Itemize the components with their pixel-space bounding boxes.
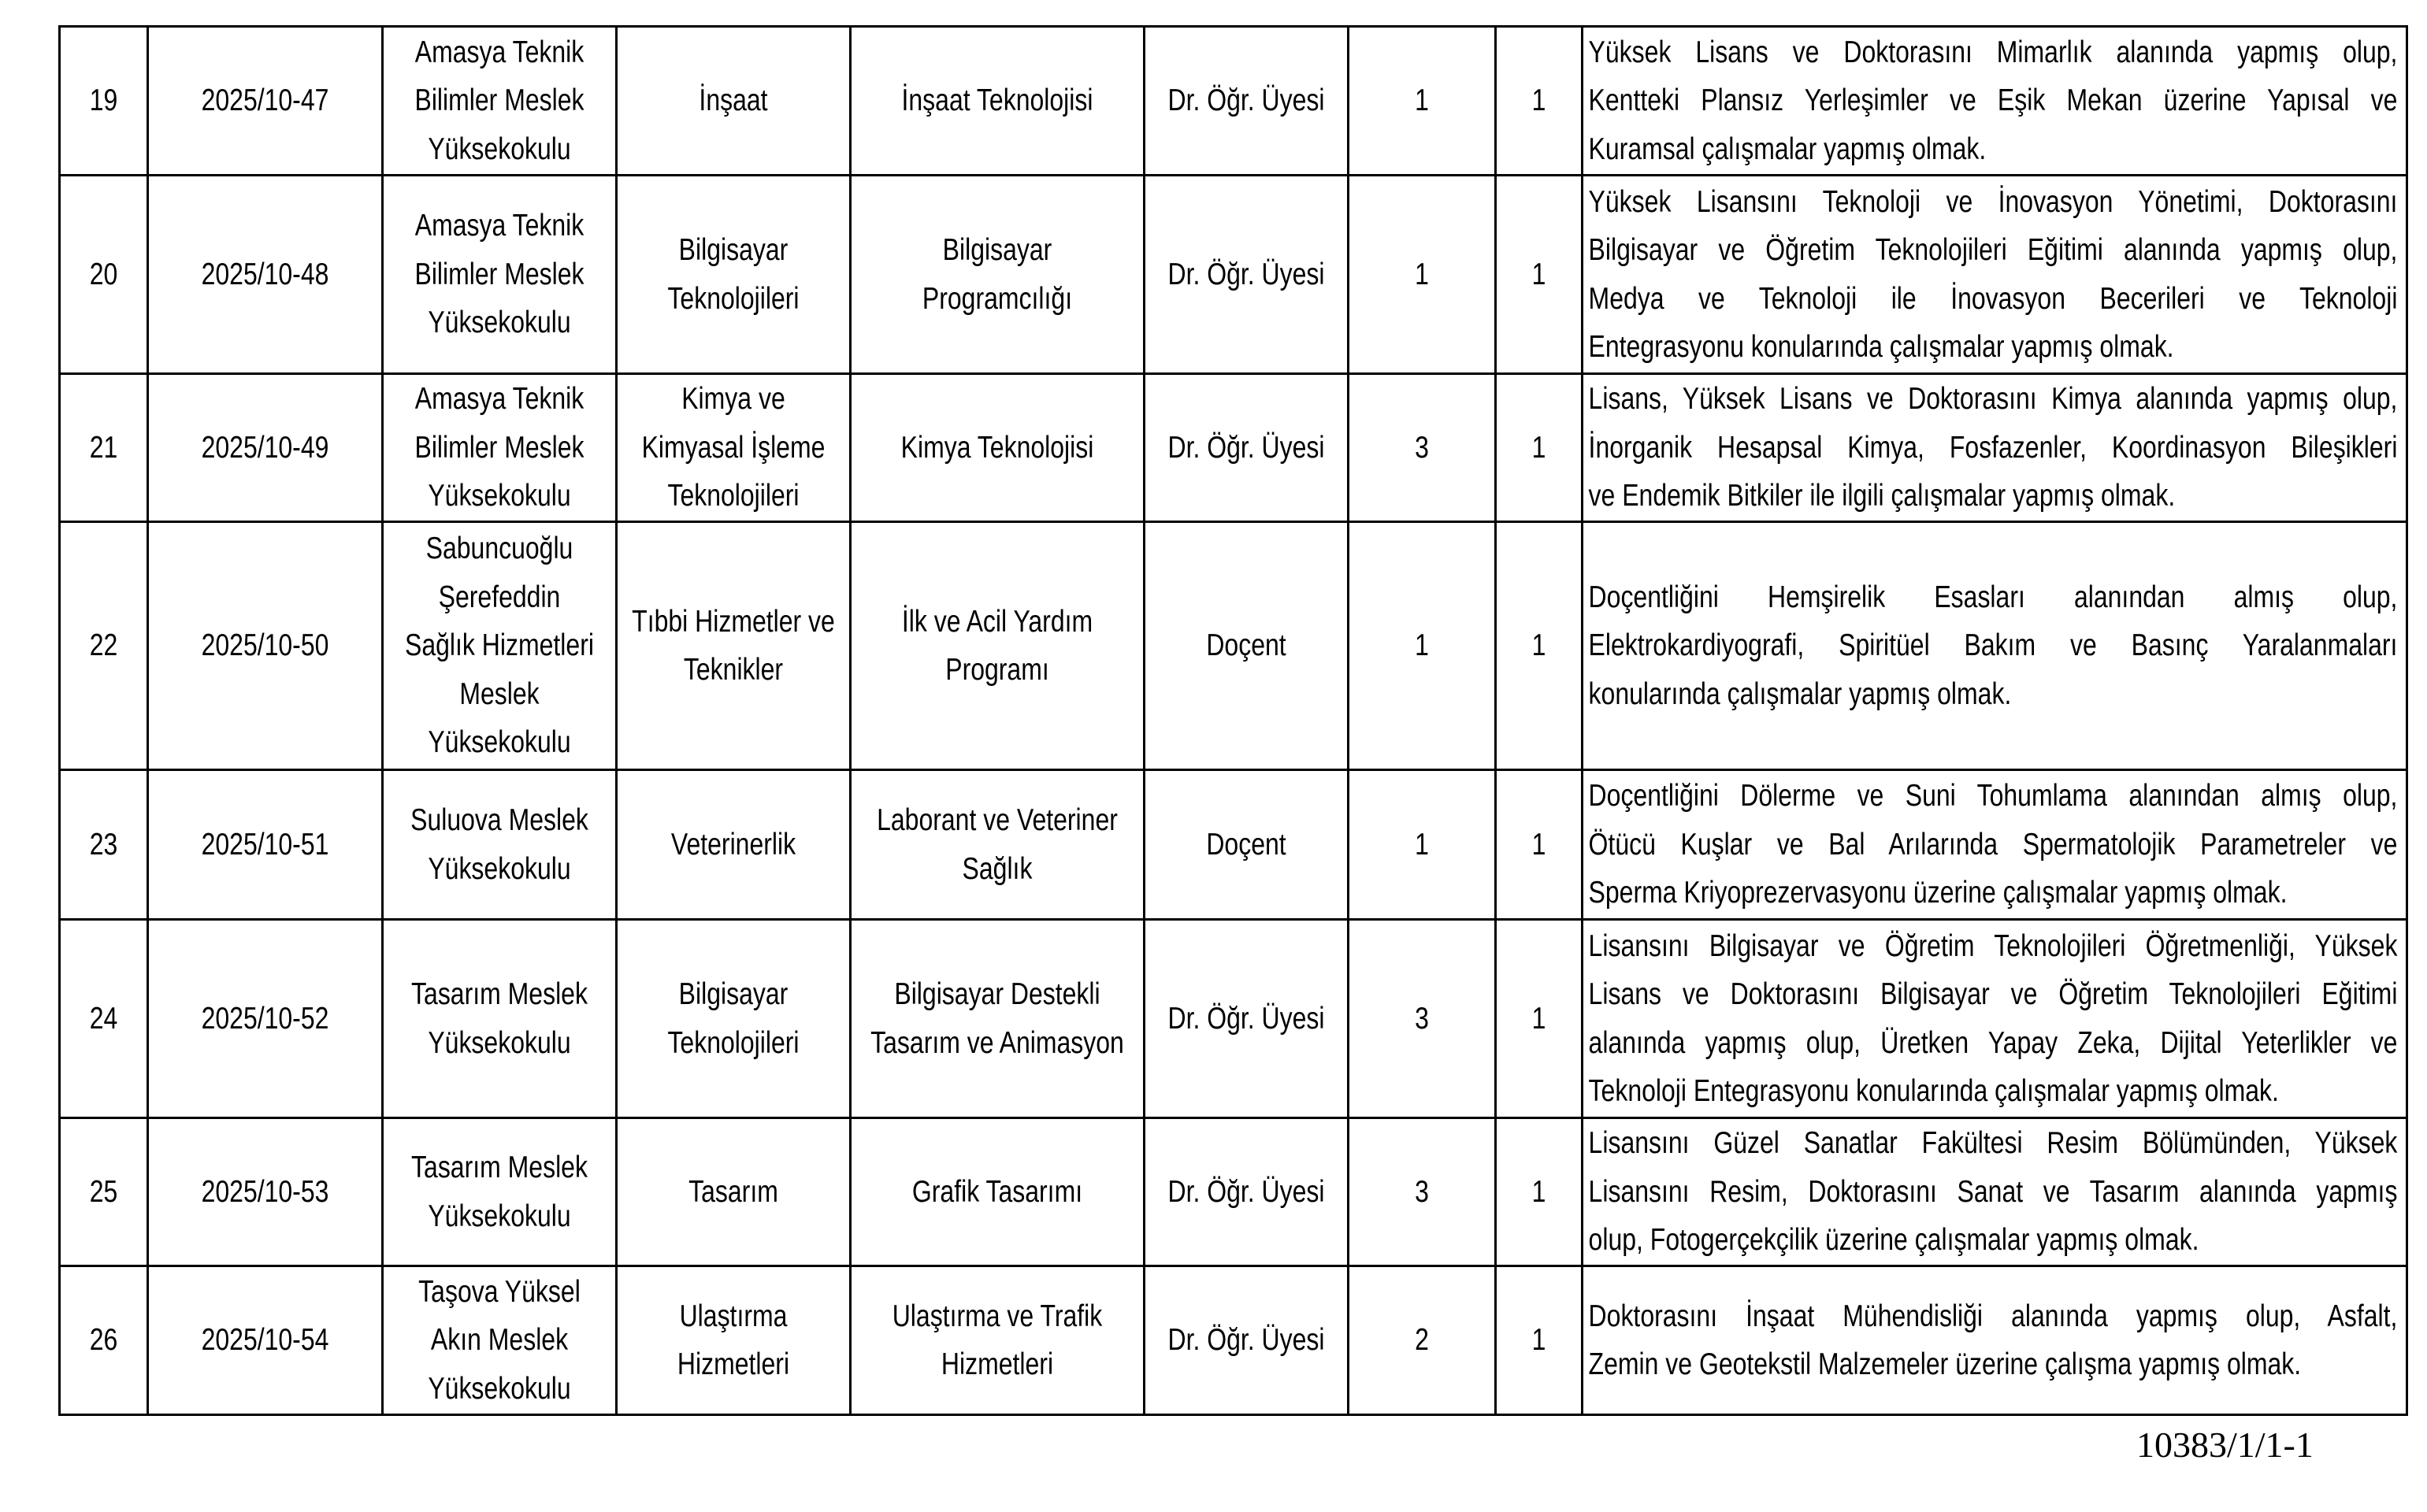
row-number-cell [60, 27, 148, 176]
unit-name-line: Bilimler Meslek [414, 430, 584, 465]
announcement-code-cell [148, 27, 383, 176]
announcement-code-line: 2025/10-50 [201, 628, 329, 663]
academic-title-cell [1145, 770, 1349, 920]
degree-count-text [1349, 76, 1494, 125]
department-line: Teknolojileri [667, 1025, 800, 1060]
requirements-text [1583, 28, 2403, 174]
department-line: Bilgisayar [678, 233, 789, 267]
announcement-code-line: 2025/10-49 [201, 430, 329, 465]
announcement-code-line: 2025/10-48 [201, 257, 329, 291]
department-line: Bilgisayar [678, 977, 789, 1011]
position-count-line: 1 [1531, 430, 1546, 465]
degree-count-line: 1 [1415, 83, 1429, 118]
requirements-text [1583, 1292, 2403, 1389]
requirements-cell [1583, 374, 2407, 522]
position-count-text [1497, 1316, 1581, 1365]
row-number-cell [60, 1118, 148, 1266]
program-text [852, 970, 1143, 1067]
position-count-line: 1 [1531, 1001, 1546, 1036]
academic-title-line: Doçent [1206, 827, 1286, 862]
requirements-line: Bilgisayar ve Öğretim Teknolojileri Eğitimi alanında yapmış olup, [1588, 233, 2398, 267]
requirements-line: Lisans, Yüksek Lisans ve Doktorasını Kimya alanında yapmış olup, [1588, 382, 2398, 417]
academic-title-line: Dr. Öğr. Üyesi [1167, 1323, 1325, 1358]
requirements-line: olup, Fotogerçekçilik üzerine çalışmalar yapmış olmak. [1588, 1223, 2199, 1258]
academic-title-line: Dr. Öğr. Üyesi [1167, 83, 1325, 118]
unit-name-text [384, 1268, 615, 1414]
department-cell [617, 1266, 851, 1415]
degree-count-cell [1349, 1266, 1496, 1415]
academic-title-text [1145, 821, 1347, 869]
announcement-code-cell [148, 770, 383, 920]
row-number-text [61, 1316, 147, 1365]
degree-count-line: 1 [1415, 827, 1429, 862]
program-line: Kimya Teknolojisi [900, 430, 1094, 465]
unit-name-line: Akın Meslek [430, 1323, 569, 1358]
announcement-code-text [149, 76, 381, 125]
document-reference: 10383/1/1-1 [2136, 1425, 2314, 1465]
requirements-cell [1583, 920, 2407, 1118]
position-count-text [1497, 821, 1581, 869]
unit-name-line: Yüksekokulu [428, 1371, 571, 1406]
unit-name-line: Tasarım Meslek [411, 977, 588, 1011]
unit-name-line: Sağlık Hizmetleri [405, 628, 594, 663]
program-line: Ulaştırma ve Trafik [892, 1299, 1103, 1333]
table-row [60, 176, 2407, 374]
position-count-cell [1496, 374, 1583, 522]
unit-name-line: Şerefeddin [438, 580, 561, 614]
academic-title-text [1145, 1316, 1347, 1365]
position-count-text [1497, 1168, 1581, 1217]
program-text [852, 1292, 1143, 1389]
announcement-code-text [149, 621, 381, 670]
row-number-line: 25 [89, 1174, 118, 1209]
department-line: Tıbbi Hizmetler ve [632, 604, 835, 639]
academic-title-text [1145, 621, 1347, 670]
unit-name-cell [383, 1118, 617, 1266]
degree-count-cell [1349, 176, 1496, 374]
requirements-line: İnorganik Hesapsal Kimya, Fosfazenler, Koordinasyon Bileşikleri [1588, 430, 2398, 465]
program-cell [851, 27, 1145, 176]
program-line: Sağlık [962, 851, 1033, 886]
requirements-text [1583, 573, 2403, 719]
position-count-cell [1496, 770, 1583, 920]
degree-count-cell [1349, 770, 1496, 920]
department-text [618, 1292, 849, 1389]
position-count-text [1497, 995, 1581, 1043]
department-text [618, 226, 849, 323]
announcement-code-text [149, 821, 381, 869]
requirements-line: Zemin ve Geotekstil Malzemeler üzerine çalışma yapmış olmak. [1588, 1347, 2302, 1381]
row-number-cell [60, 1266, 148, 1415]
program-line: Bilgisayar [942, 233, 1052, 267]
department-text [618, 821, 849, 869]
unit-name-line: Yüksekokulu [428, 479, 571, 513]
program-cell [851, 176, 1145, 374]
program-text [852, 796, 1143, 893]
row-number-cell [60, 770, 148, 920]
row-number-line: 26 [89, 1323, 118, 1358]
degree-count-line: 3 [1415, 1174, 1429, 1209]
position-count-text [1497, 621, 1581, 670]
unit-name-cell [383, 920, 617, 1118]
program-line: İlk ve Acil Yardım [901, 604, 1093, 639]
department-line: Tasarım [688, 1174, 778, 1209]
table-row [60, 27, 2407, 176]
department-line: İnşaat [699, 83, 768, 118]
table-row [60, 920, 2407, 1118]
department-cell [617, 920, 851, 1118]
program-cell [851, 770, 1145, 920]
row-number-line: 20 [89, 257, 118, 291]
program-line: Grafik Tasarımı [911, 1174, 1083, 1209]
announcement-code-text [149, 995, 381, 1043]
program-text [852, 598, 1143, 695]
program-line: Laborant ve Veteriner [877, 803, 1118, 837]
program-cell [851, 920, 1145, 1118]
requirements-line: Ötücü Kuşlar ve Bal Arılarında Spermatolojik Parametreler ve [1588, 827, 2398, 862]
academic-title-line: Dr. Öğr. Üyesi [1167, 257, 1325, 291]
row-number-text [61, 76, 147, 125]
unit-name-line: Amasya Teknik [414, 382, 584, 417]
academic-title-line: Doçent [1206, 628, 1286, 663]
requirements-cell [1583, 522, 2407, 770]
degree-count-text [1349, 821, 1494, 869]
row-number-text [61, 424, 147, 472]
position-count-text [1497, 250, 1581, 299]
degree-count-text [1349, 1316, 1494, 1365]
academic-title-text [1145, 995, 1347, 1043]
department-line: Teknolojileri [667, 479, 800, 513]
academic-title-text [1145, 1168, 1347, 1217]
row-number-line: 24 [89, 1001, 118, 1036]
academic-title-text [1145, 76, 1347, 125]
department-cell [617, 522, 851, 770]
requirements-line: Kentteki Plansız Yerleşimler ve Eşik Mekan üzerine Yapısal ve [1588, 83, 2398, 118]
academic-title-cell [1145, 1118, 1349, 1266]
program-line: Tasarım ve Animasyon [870, 1025, 1124, 1060]
program-cell [851, 374, 1145, 522]
table-row [60, 1266, 2407, 1415]
requirements-cell [1583, 176, 2407, 374]
department-line: Teknikler [683, 653, 784, 687]
department-line: Ulaştırma [679, 1299, 788, 1333]
unit-name-line: Yüksekokulu [428, 725, 571, 760]
program-text [852, 1168, 1143, 1217]
announcement-code-cell [148, 1118, 383, 1266]
row-number-text [61, 995, 147, 1043]
department-cell [617, 374, 851, 522]
requirements-line: Lisansını Bilgisayar ve Öğretim Teknolojileri Öğretmenliği, Yüksek [1588, 928, 2398, 963]
academic-title-line: Dr. Öğr. Üyesi [1167, 430, 1325, 465]
unit-name-line: Meslek [459, 676, 540, 711]
unit-name-text [384, 1143, 615, 1240]
degree-count-line: 2 [1415, 1323, 1429, 1358]
table-row [60, 522, 2407, 770]
position-count-cell [1496, 176, 1583, 374]
requirements-line: konularında çalışmalar yapmış olmak. [1588, 676, 2012, 711]
unit-name-cell [383, 27, 617, 176]
row-number-text [61, 821, 147, 869]
position-count-line: 1 [1531, 628, 1546, 663]
degree-count-line: 3 [1415, 1001, 1429, 1036]
announcement-code-line: 2025/10-47 [201, 83, 329, 118]
unit-name-text [384, 28, 615, 174]
department-text [618, 1168, 849, 1217]
program-text [852, 76, 1143, 125]
requirements-line: Teknoloji Entegrasyonu konularında çalışmalar yapmış olmak. [1588, 1074, 2279, 1108]
announcement-code-cell [148, 176, 383, 374]
academic-title-cell [1145, 920, 1349, 1118]
position-count-text [1497, 76, 1581, 125]
position-count-line: 1 [1531, 83, 1546, 118]
unit-name-text [384, 796, 615, 893]
requirements-line: Sperma Kriyoprezervasyonu üzerine çalışmalar yapmış olmak. [1588, 876, 2288, 910]
program-line: Programcılığı [922, 281, 1073, 316]
requirements-line: Yüksek Lisansını Teknoloji ve İnovasyon Yönetimi, Doktorasını [1588, 184, 2398, 219]
program-text [852, 226, 1143, 323]
academic-title-cell [1145, 1266, 1349, 1415]
unit-name-line: Yüksekokulu [428, 132, 571, 166]
requirements-line: ve Endemik Bitkiler ile ilgili çalışmalar yapmış olmak. [1588, 479, 2176, 513]
requirements-cell [1583, 1118, 2407, 1266]
unit-name-line: Amasya Teknik [414, 35, 584, 69]
announcement-code-line: 2025/10-52 [201, 1001, 329, 1036]
unit-name-text [384, 375, 615, 521]
announcement-code-cell [148, 920, 383, 1118]
row-number-line: 21 [89, 430, 118, 465]
degree-count-line: 1 [1415, 628, 1429, 663]
requirements-line: alanında yapmış olup, Üretken Yapay Zeka, Dijital Yeterlikler ve [1588, 1025, 2398, 1060]
requirements-cell [1583, 770, 2407, 920]
requirements-line: Doktorasını İnşaat Mühendisliği alanında yapmış olup, Asfalt, [1588, 1299, 2398, 1333]
unit-name-cell [383, 1266, 617, 1415]
department-text [618, 375, 849, 521]
degree-count-cell [1349, 522, 1496, 770]
row-number-cell [60, 374, 148, 522]
row-number-line: 19 [89, 83, 118, 118]
academic-title-line: Dr. Öğr. Üyesi [1167, 1001, 1325, 1036]
position-count-line: 1 [1531, 1323, 1546, 1358]
department-line: Kimya ve [681, 382, 785, 417]
position-count-cell [1496, 522, 1583, 770]
row-number-cell [60, 522, 148, 770]
announcement-code-cell [148, 1266, 383, 1415]
degree-count-cell [1349, 1118, 1496, 1266]
program-cell [851, 1118, 1145, 1266]
department-line: Teknolojileri [667, 281, 800, 316]
program-cell [851, 1266, 1145, 1415]
academic-title-cell [1145, 176, 1349, 374]
unit-name-line: Suluova Meslek [410, 803, 588, 837]
requirements-text [1583, 772, 2403, 917]
announcement-code-text [149, 1168, 381, 1217]
table-row [60, 770, 2407, 920]
unit-name-line: Yüksekokulu [428, 1025, 571, 1060]
row-number-text [61, 621, 147, 670]
requirements-line: Yüksek Lisans ve Doktorasını Mimarlık alanında yapmış olup, [1588, 35, 2398, 69]
position-count-cell [1496, 1266, 1583, 1415]
department-text [618, 970, 849, 1067]
program-text [852, 424, 1143, 472]
position-count-cell [1496, 920, 1583, 1118]
department-line: Veterinerlik [670, 827, 796, 862]
unit-name-cell [383, 522, 617, 770]
unit-name-line: Taşova Yüksel [418, 1274, 581, 1309]
announcement-code-line: 2025/10-51 [201, 827, 329, 862]
degree-count-text [1349, 250, 1494, 299]
requirements-line: Entegrasyonu konularında çalışmalar yapmış olmak. [1588, 330, 2174, 364]
academic-title-cell [1145, 522, 1349, 770]
requirements-text [1583, 375, 2403, 521]
requirements-text [1583, 922, 2403, 1116]
degree-count-text [1349, 1168, 1494, 1217]
unit-name-line: Bilimler Meslek [414, 257, 584, 291]
announcement-code-text [149, 1316, 381, 1365]
program-line: Bilgisayar Destekli [894, 977, 1100, 1011]
table-row [60, 1118, 2407, 1266]
requirements-line: Lisansını Resim, Doktorasını Sanat ve Tasarım alanında yapmış [1588, 1174, 2398, 1209]
position-count-line: 1 [1531, 1174, 1546, 1209]
row-number-text [61, 1168, 147, 1217]
department-line: Kimyasal İşleme [641, 430, 826, 465]
academic-title-text [1145, 424, 1347, 472]
program-line: Hizmetleri [941, 1347, 1054, 1381]
announcement-code-text [149, 250, 381, 299]
requirements-text [1583, 1119, 2403, 1265]
degree-count-cell [1349, 920, 1496, 1118]
degree-count-text [1349, 995, 1494, 1043]
positions-table [58, 25, 2408, 1416]
unit-name-line: Yüksekokulu [428, 306, 571, 340]
requirements-line: Doçentliğini Dölerme ve Suni Tohumlama alanından almış olup, [1588, 779, 2398, 813]
requirements-line: Doçentliğini Hemşirelik Esasları alanından almış olup, [1588, 580, 2398, 614]
department-cell [617, 176, 851, 374]
academic-title-cell [1145, 374, 1349, 522]
unit-name-text [384, 202, 615, 347]
unit-name-text [384, 524, 615, 767]
announcement-code-cell [148, 522, 383, 770]
academic-title-cell [1145, 27, 1349, 176]
department-cell [617, 27, 851, 176]
requirements-line: Lisans ve Doktorasını Bilgisayar ve Öğretim Teknolojileri Eğitimi [1588, 977, 2398, 1011]
degree-count-cell [1349, 27, 1496, 176]
academic-title-text [1145, 250, 1347, 299]
degree-count-line: 3 [1415, 430, 1429, 465]
requirements-cell [1583, 1266, 2407, 1415]
department-text [618, 76, 849, 125]
row-number-cell [60, 176, 148, 374]
department-cell [617, 770, 851, 920]
table-row [60, 374, 2407, 522]
degree-count-text [1349, 621, 1494, 670]
row-number-text [61, 250, 147, 299]
position-count-text [1497, 424, 1581, 472]
requirements-cell [1583, 27, 2407, 176]
program-line: Programı [945, 653, 1049, 687]
announcement-code-line: 2025/10-53 [201, 1174, 329, 1209]
announcement-code-text [149, 424, 381, 472]
unit-name-line: Bilimler Meslek [414, 83, 584, 118]
position-count-cell [1496, 1118, 1583, 1266]
announcement-code-cell [148, 374, 383, 522]
degree-count-text [1349, 424, 1494, 472]
academic-title-line: Dr. Öğr. Üyesi [1167, 1174, 1325, 1209]
requirements-line: Lisansını Güzel Sanatlar Fakültesi Resim Bölümünden, Yüksek [1588, 1126, 2398, 1161]
position-count-cell [1496, 27, 1583, 176]
row-number-cell [60, 920, 148, 1118]
unit-name-cell [383, 176, 617, 374]
unit-name-text [384, 970, 615, 1067]
requirements-line: Elektrokardiyografi, Spiritüel Bakım ve Basınç Yaralanmaları [1588, 628, 2398, 663]
announcement-code-line: 2025/10-54 [201, 1323, 329, 1358]
program-line: İnşaat Teknolojisi [901, 83, 1093, 118]
requirements-text [1583, 178, 2403, 372]
unit-name-cell [383, 374, 617, 522]
department-line: Hizmetleri [677, 1347, 790, 1381]
row-number-line: 22 [89, 628, 118, 663]
unit-name-line: Amasya Teknik [414, 209, 584, 243]
unit-name-cell [383, 770, 617, 920]
position-count-line: 1 [1531, 827, 1546, 862]
degree-count-cell [1349, 374, 1496, 522]
unit-name-line: Yüksekokulu [428, 851, 571, 886]
row-number-line: 23 [89, 827, 118, 862]
department-text [618, 598, 849, 695]
program-cell [851, 522, 1145, 770]
unit-name-line: Yüksekokulu [428, 1199, 571, 1233]
degree-count-line: 1 [1415, 257, 1429, 291]
requirements-line: Kuramsal çalışmalar yapmış olmak. [1588, 132, 1987, 166]
department-cell [617, 1118, 851, 1266]
unit-name-line: Tasarım Meslek [411, 1151, 588, 1184]
requirements-line: Medya ve Teknoloji ile İnovasyon Becerileri ve Teknoloji [1588, 281, 2398, 316]
position-count-line: 1 [1531, 257, 1546, 291]
unit-name-line: Sabuncuoğlu [425, 532, 573, 566]
